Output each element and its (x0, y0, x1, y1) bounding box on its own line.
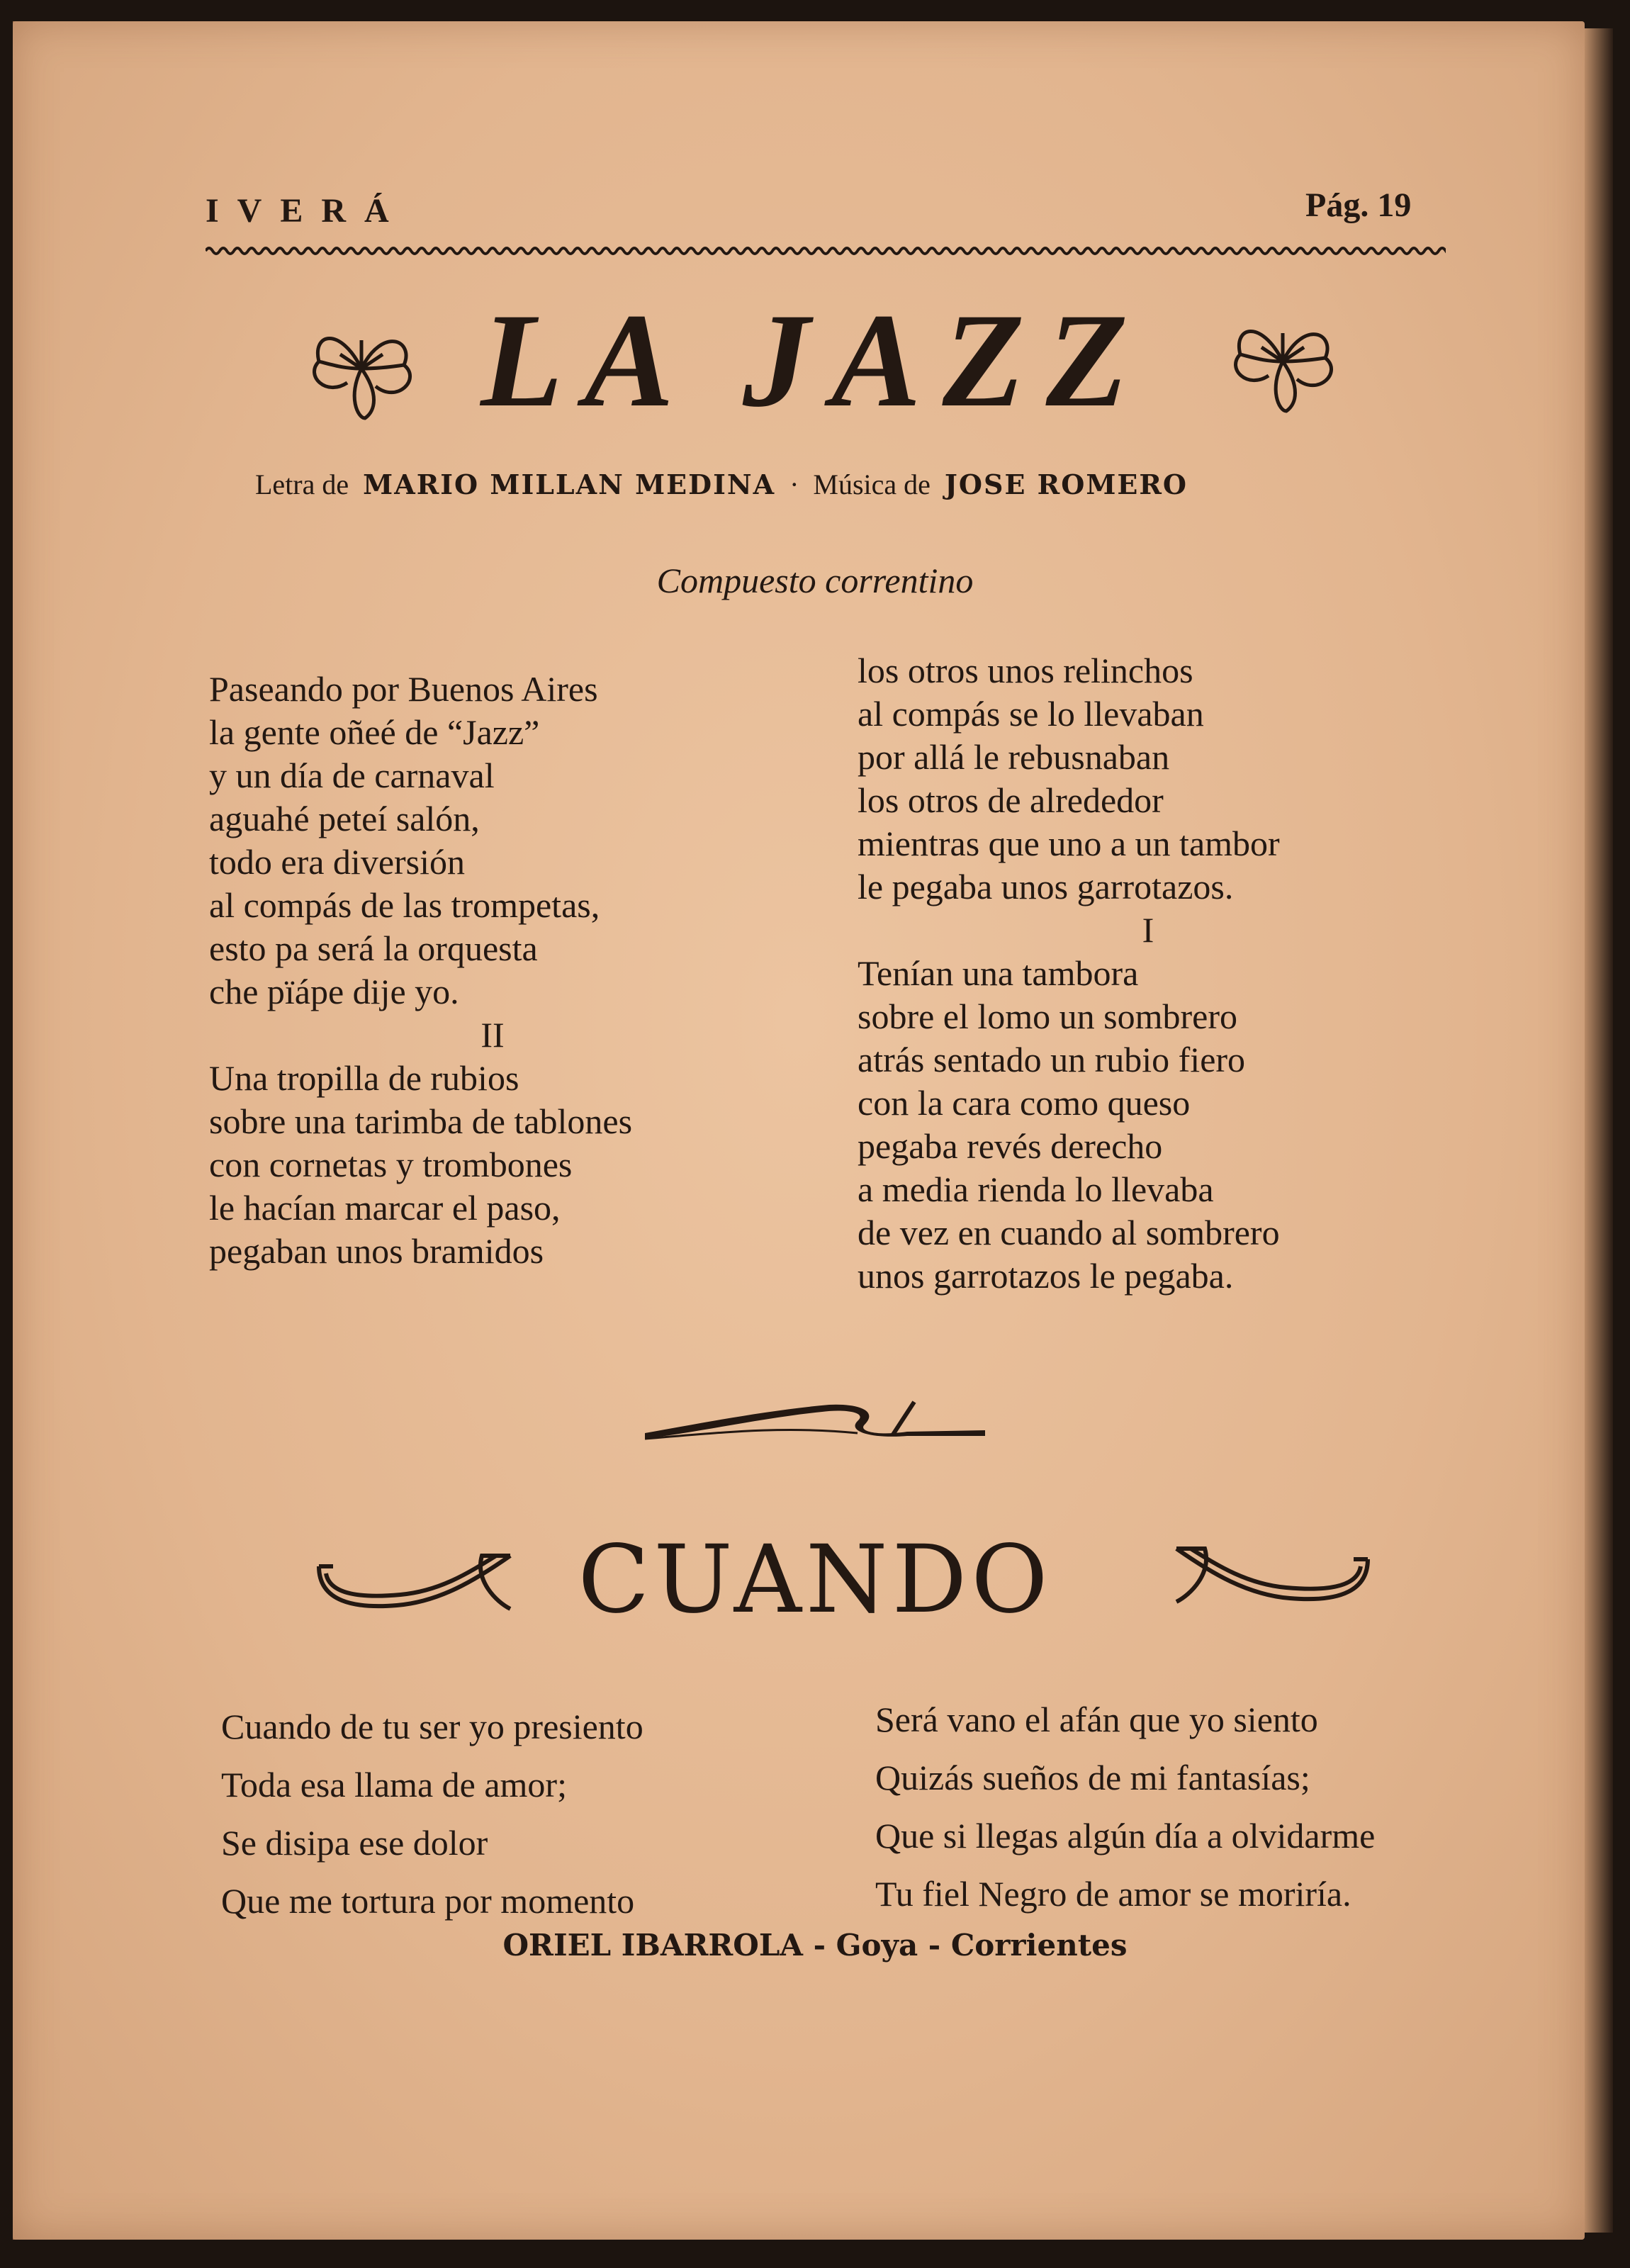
jazz-left-column (209, 668, 776, 1273)
stanza-numeral: I (1142, 910, 1154, 950)
song-title-la-jazz: LA JAZZ (480, 286, 1150, 435)
verse-line: a media rienda lo llevaba (858, 1169, 1214, 1209)
wavy-rule (206, 240, 1446, 259)
lyrics-prefix: Letra de (255, 468, 349, 500)
stanza-numeral: II (480, 1015, 505, 1055)
cuando-left-column (221, 1697, 643, 1930)
music-prefix: Música de (813, 468, 931, 500)
verse-line: Se disipa ese dolor (221, 1823, 488, 1863)
verse-line: sobre una tarimba de tablones (209, 1101, 633, 1141)
verse-line: che pïápe dije yo. (209, 972, 459, 1011)
lily-flower-right-icon (1219, 305, 1347, 418)
credits-separator: · (789, 468, 799, 500)
verse-line: los otros unos relinchos (858, 651, 1193, 690)
song-title-cuando: CUANDO (578, 1525, 1052, 1634)
cuando-right-column (875, 1690, 1375, 1923)
verse-line: al compás de las trompetas, (209, 885, 600, 925)
verse-line: aguahé peteí salón, (209, 799, 480, 838)
jazz-right-column (858, 649, 1439, 1298)
verse-line: Tu fiel Negro de amor se moriría. (875, 1874, 1351, 1914)
verse-line: sobre el lomo un sombrero (858, 997, 1238, 1036)
verse-line: al compás se lo llevaban (858, 694, 1204, 734)
verse-line: de vez en cuando al sombrero (858, 1213, 1280, 1252)
verse-line: esto pa será la orquesta (209, 928, 538, 968)
verse-line: los otros de alrededor (858, 780, 1164, 820)
verse-line: y un día de carnaval (209, 756, 495, 795)
verse-line: pegaban unos bramidos (209, 1231, 544, 1271)
author-signature: ORIEL IBARROLA - Goya - Corrientes (502, 1928, 1128, 1963)
verse-line: con la cara como queso (858, 1083, 1191, 1123)
magazine-title: IVERÁ (206, 192, 408, 230)
song-genre: Compuesto correntino (656, 561, 974, 600)
verse-line: la gente oñeé de “Jazz” (209, 712, 540, 752)
verse-line: Que me tortura por momento (221, 1881, 635, 1921)
verse-line: mientras que uno a un tambor (858, 824, 1280, 863)
verse-line: Será vano el afán que yo siento (875, 1700, 1318, 1739)
verse-line: Paseando por Buenos Aires (209, 669, 598, 709)
verse-line: Cuando de tu ser yo presiento (221, 1707, 643, 1746)
verse-line: atrás sentado un rubio fiero (858, 1040, 1246, 1079)
verse-line: le pegaba unos garrotazos. (858, 867, 1234, 906)
verse-line: Toda esa llama de amor; (221, 1765, 567, 1804)
verse-line: Que si llegas algún día a olvidarme (875, 1816, 1376, 1856)
verse-line: por allá le rebusnaban (858, 737, 1170, 777)
verse-line: pegaba revés derecho (858, 1126, 1163, 1166)
swirl-ornament-right-icon (1162, 1531, 1375, 1616)
verse-line: Tenían una tambora (858, 953, 1139, 993)
song-credits (255, 468, 1188, 501)
verse-line: Quizás sueños de mi fantasías; (875, 1758, 1310, 1797)
composer-name: JOSE ROMERO (944, 468, 1188, 500)
verse-line: le hacían marcar el paso, (209, 1188, 561, 1228)
page-number: Pág. 19 (1305, 186, 1412, 224)
verse-line: todo era diversión (209, 842, 466, 882)
verse-line: Una tropilla de rubios (209, 1058, 519, 1098)
verse-line: con cornetas y trombones (209, 1145, 573, 1184)
verse-line: unos garrotazos le pegaba. (858, 1256, 1234, 1296)
lyricist-name: MARIO MILLAN MEDINA (363, 468, 776, 500)
swash-divider-icon (645, 1389, 992, 1446)
